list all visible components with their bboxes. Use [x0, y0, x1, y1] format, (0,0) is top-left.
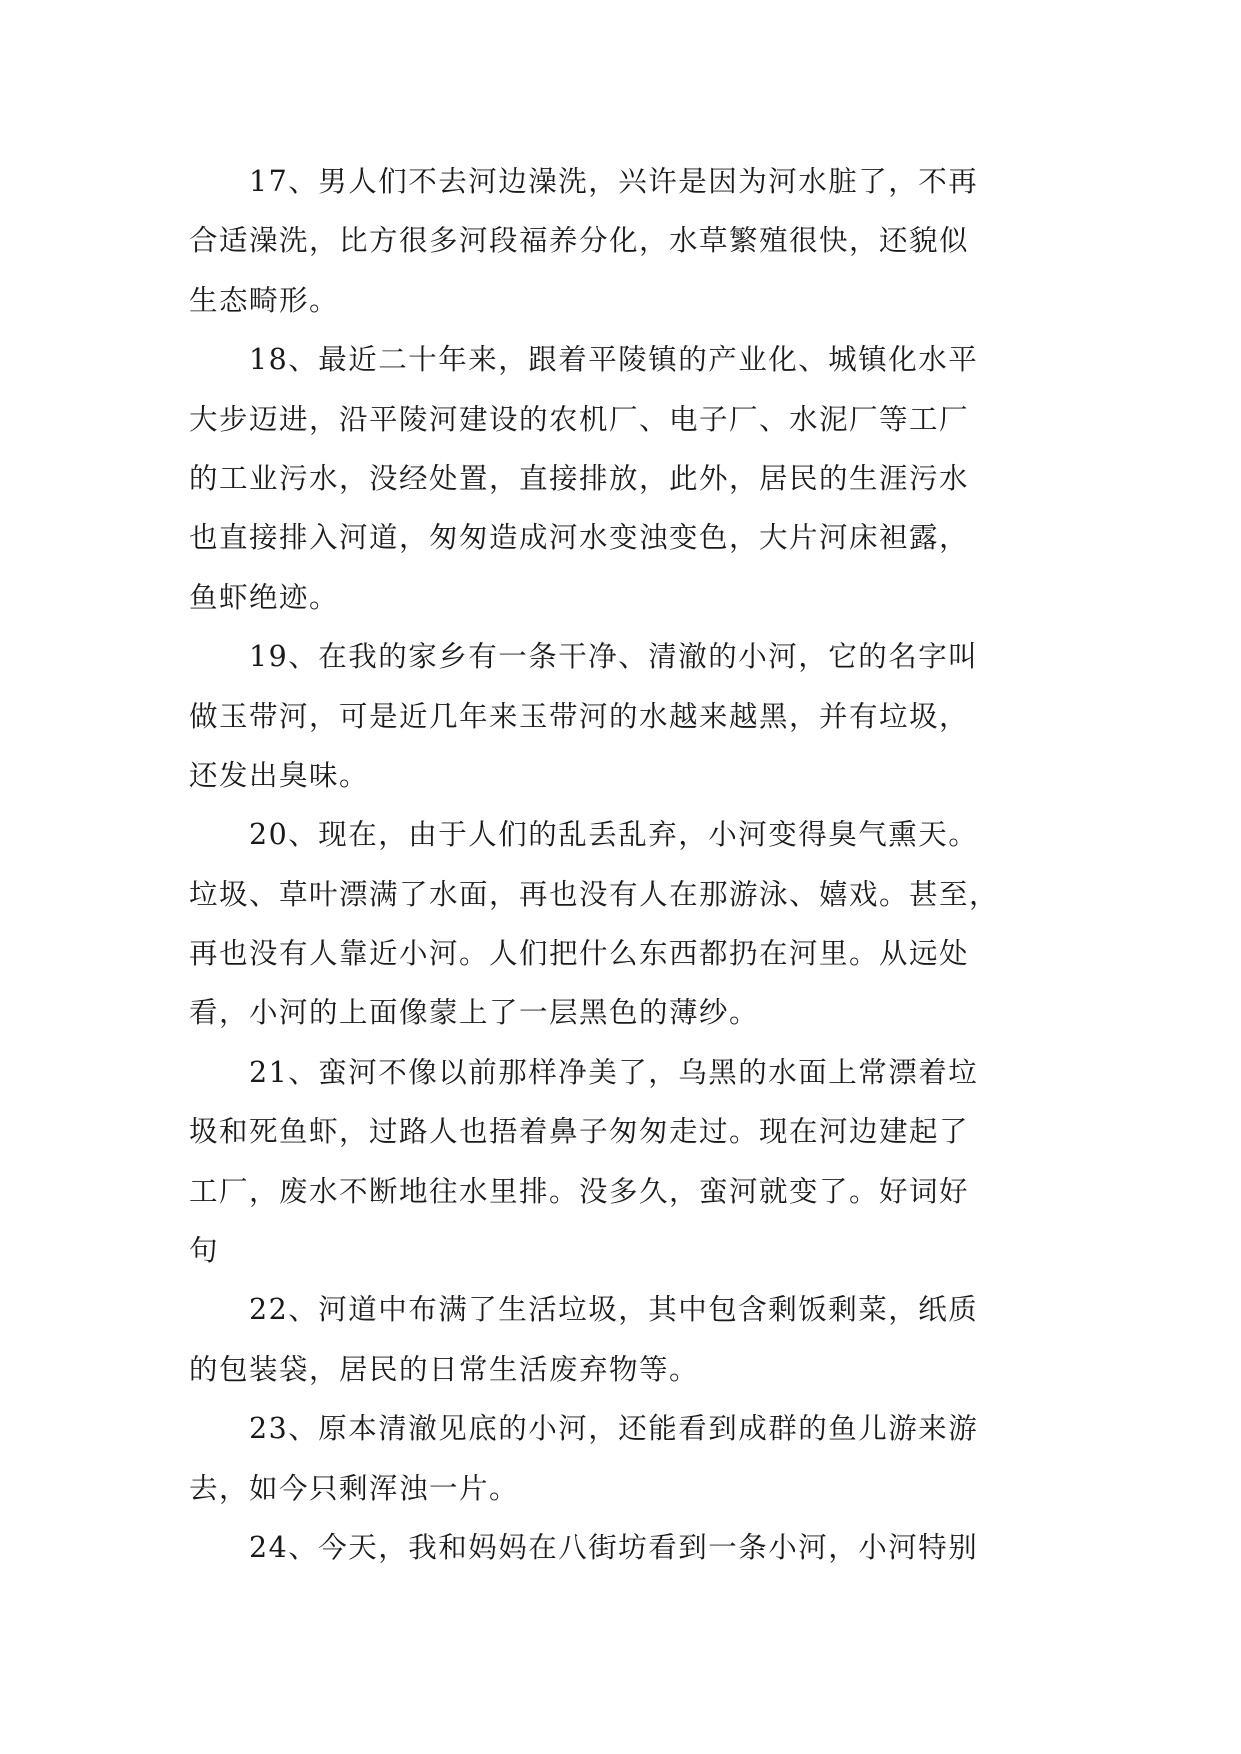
paragraph-18 [189, 330, 1055, 627]
text-line: 20、现在，由于人们的乱丢乱弃，小河变得臭气熏天。 [249, 818, 979, 852]
text-line: 21、蛮河不像以前那样净美了，乌黑的水面上常漂着垃 [249, 1055, 979, 1089]
text-line: 19、在我的家乡有一条干净、清澈的小河，它的名字叫 [249, 640, 979, 674]
paragraph-20 [189, 805, 1055, 1043]
text-line: 垃圾、草叶漂满了水面，再也没有人在那游泳、嬉戏。甚至， [189, 877, 1000, 911]
paragraph-19 [189, 627, 1055, 805]
document-body [189, 152, 1055, 1577]
text-line: 17、男人们不去河边澡洗，兴许是因为河水脏了，不再 [249, 165, 979, 198]
text-line: 大步迈进，沿平陵河建设的农机厂、电子厂、水泥厂等工厂 [189, 402, 970, 436]
text-line: 工厂，废水不断地往水里排。没多久，蛮河就变了。好词好 [189, 1174, 970, 1208]
text-line: 看，小河的上面像蒙上了一层黑色的薄纱。 [189, 996, 760, 1030]
text-line: 18、最近二十年来，跟着平陵镇的产业化、城镇化水平 [249, 343, 979, 377]
text-line: 24、今天，我和妈妈在八街坊看到一条小河，小河特别 [249, 1530, 979, 1564]
text-line: 再也没有人靠近小河。人们把什么东西都扔在河里。从远处 [189, 937, 970, 971]
paragraph-23 [189, 1399, 1055, 1518]
paragraph-22 [189, 1280, 1055, 1399]
text-line: 的包装袋，居民的日常生活废弃物等。 [189, 1352, 700, 1386]
paragraph-24 [189, 1518, 1055, 1577]
text-line: 23、原本清澈见底的小河，还能看到成群的鱼儿游来游 [249, 1412, 979, 1446]
paragraph-21 [189, 1043, 1055, 1281]
text-line: 还发出臭味。 [189, 758, 370, 792]
text-line: 生态畸形。 [189, 283, 340, 317]
text-line: 也直接排入河道，匆匆造成河水变浊变色，大片河床袒露， [189, 521, 970, 555]
text-line: 去，如今只剩浑浊一片。 [189, 1471, 520, 1505]
text-line: 圾和死鱼虾，过路人也捂着鼻子匆匆走过。现在河边建起了 [189, 1115, 970, 1149]
text-line: 句 [189, 1234, 220, 1268]
text-line: 22、河道中布满了生活垃圾，其中包含剩饭剩菜，纸质 [249, 1293, 979, 1327]
text-line: 合适澡洗，比方很多河段福养分化，水草繁殖很快，还貌似 [189, 224, 970, 258]
text-line: 做玉带河，可是近几年来玉带河的水越来越黑，并有垃圾， [189, 699, 970, 733]
paragraph-17 [189, 152, 1055, 330]
text-line: 的工业污水，没经处置，直接排放，此外，居民的生涯污水 [189, 461, 970, 495]
text-line: 鱼虾绝迹。 [189, 580, 340, 614]
